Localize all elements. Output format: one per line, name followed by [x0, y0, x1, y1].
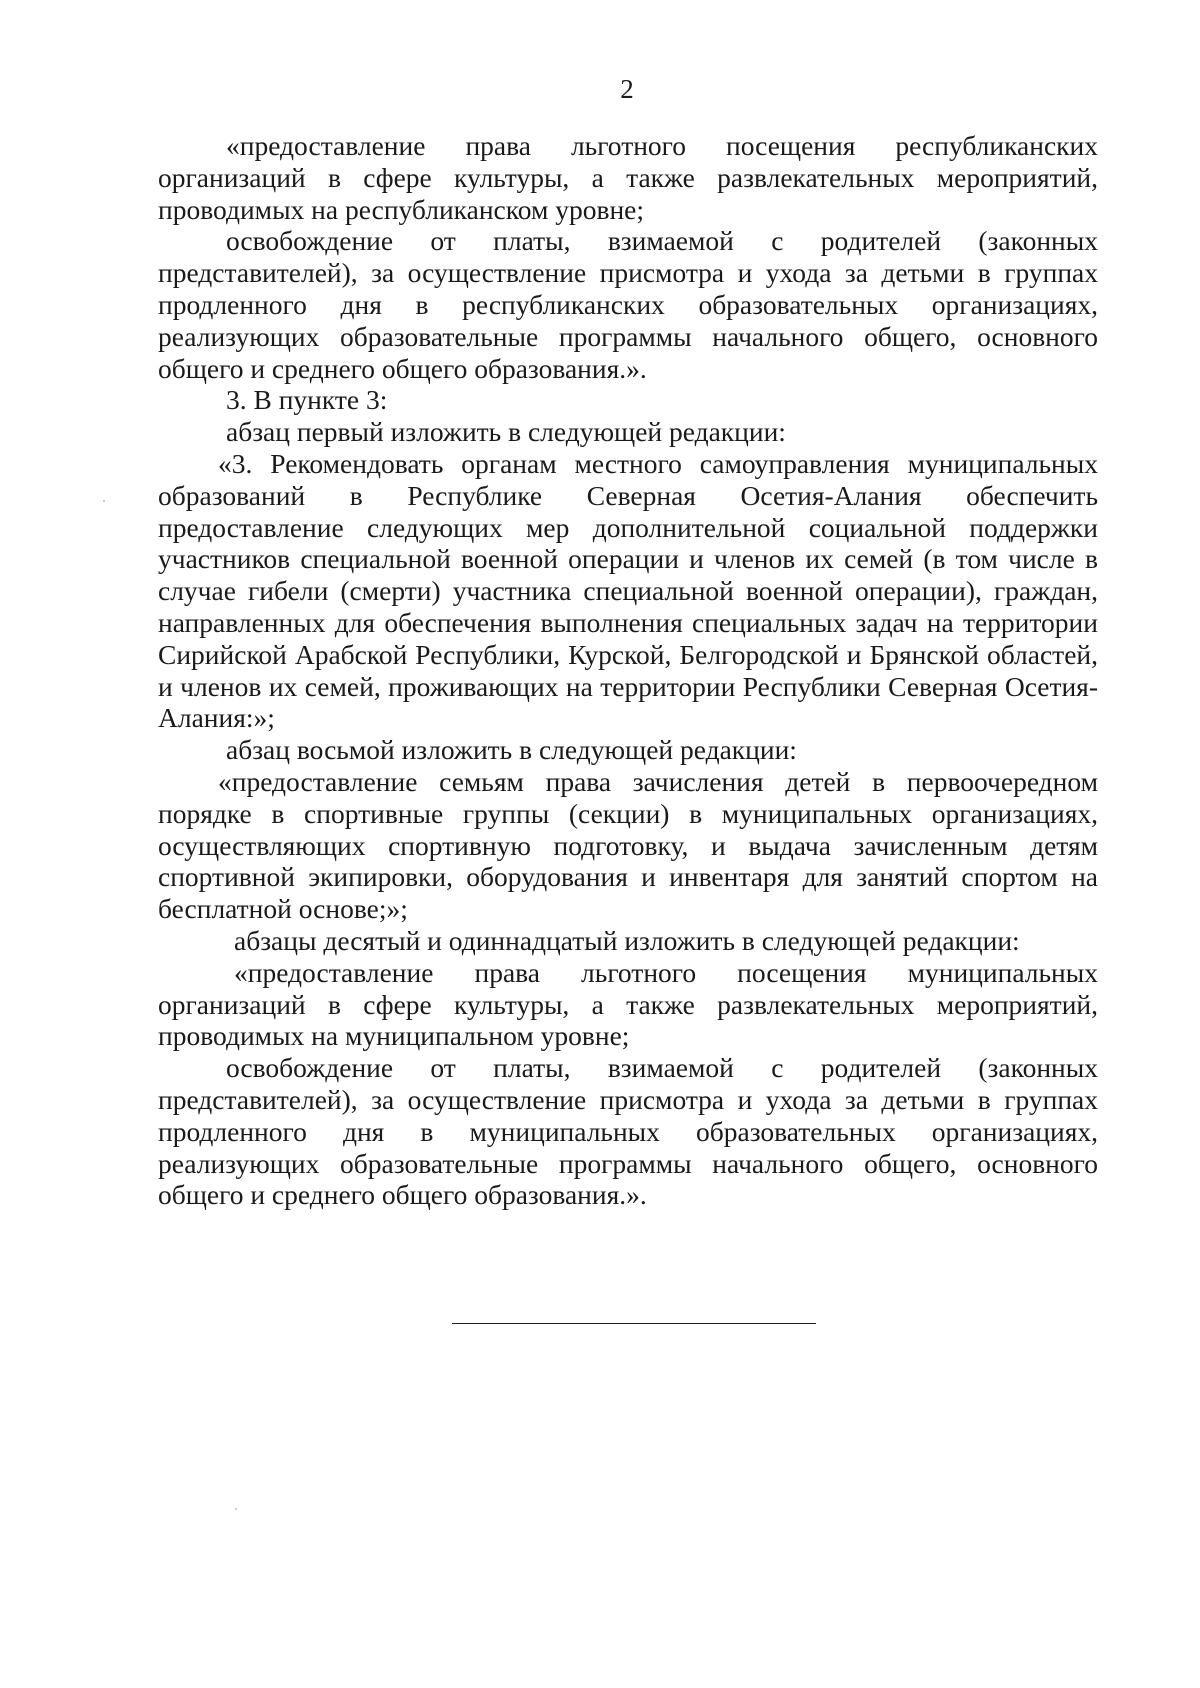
- paragraph-municipal-culture: «предоставление права льготного посещения муниципальных организаций в сфере культуры, а также развлекательных мероприятий, проводимых на муниципальном уровне;: [158, 956, 1098, 1052]
- paragraph-first-abzac-instruction: абзац первый изложить в следующей редакции:: [226, 416, 786, 448]
- paragraph-republic-fee-exemption: освобождение от платы, взимаемой с родителей (законных представителей), за осуществление присмотра и ухода за детьми в группах продленного дня в республиканских образовательных организациях, реализующих образовательные программы начального общего, основного общего и среднего общего образования.».: [158, 225, 1098, 384]
- paragraph-republic-culture: «предоставление права льготного посещения республиканских организаций в сфере культуры, а также развлекательных мероприятий, проводимых на республиканском уровне;: [158, 130, 1098, 225]
- paragraph-eighth-abzac-instruction: абзац восьмой изложить в следующей редакции:: [226, 734, 797, 766]
- scan-speck: [103, 500, 105, 502]
- page-number: 2: [620, 74, 634, 104]
- paragraph-municipal-fee-exemption: освобождение от платы, взимаемой с родителей (законных представителей), за осуществление присмотра и ухода за детьми в группах продленного дня в муниципальных образовательных организациях, реализующих образовательные программы начального общего, основного общего и среднего общего образования.».: [158, 1052, 1098, 1211]
- scan-speck: [235, 1508, 237, 1510]
- paragraph-sports-groups: «предоставление семьям права зачисления детей в первоочередном порядке в спортивные группы (секции) в муниципальных организациях, осуществляющих спортивную подготовку, и выдача зачисленным детям спортивной экипировки, оборудования и инвентаря для занятий спортом на бесплатной основе;»;: [158, 765, 1098, 925]
- closing-rule: [452, 1323, 816, 1324]
- paragraph-tenth-eleventh-instruction: абзацы десятый и одиннадцатый изложить в следующей редакции:: [234, 924, 1020, 956]
- document-body: [158, 130, 1098, 1211]
- paragraph-item-3-heading: 3. В пункте 3:: [226, 384, 388, 416]
- paragraph-recommendation: «3. Рекомендовать органам местного самоуправления муниципальных образований в Республике Северная Осетия-Алания обеспечить предоставление следующих мер дополнительной социальной поддержки участников специальной военной операции и членов их семей (в том числе в случае гибели (смерти) участника специальной военной операции), граждан, направленных для обеспечения выполнения специальных задач на территории Сирийской Арабской Республики, Курской, Белгородской и Брянской областей, и членов их семей, проживающих на территории Республики Северная Осетия-Алания:»;: [158, 447, 1098, 734]
